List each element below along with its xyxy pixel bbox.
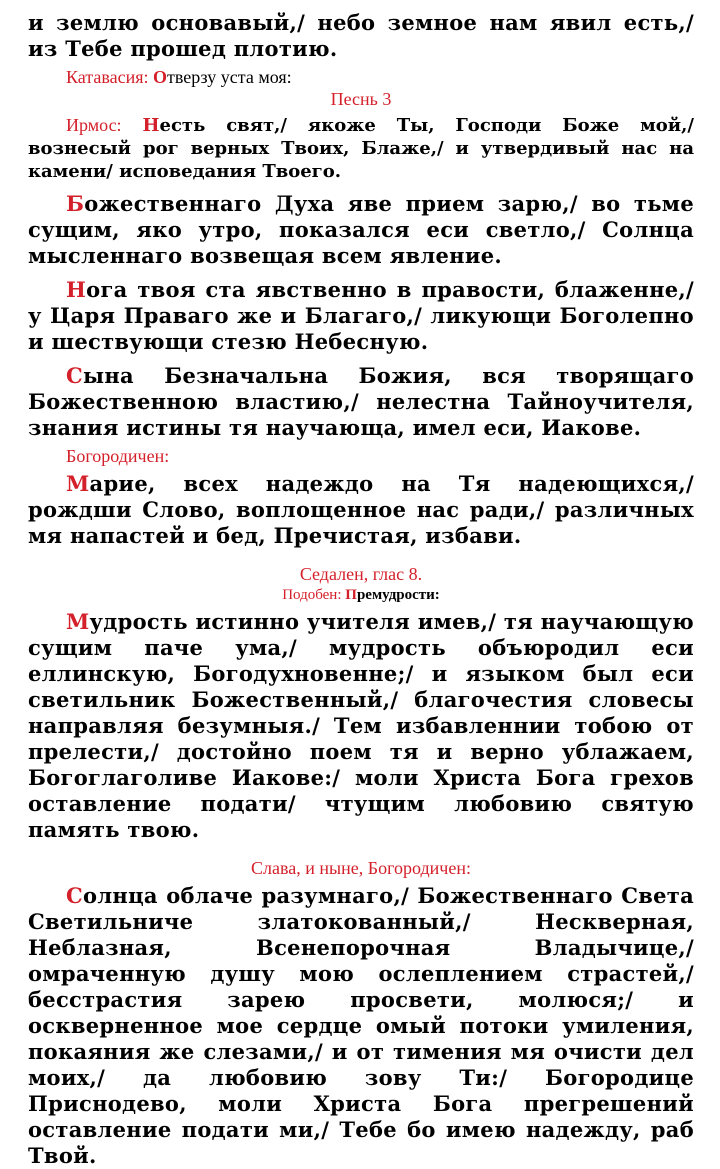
troparion-2-initial: Н — [66, 277, 87, 302]
troparion-2 — [28, 277, 694, 355]
troparion-3 — [28, 363, 694, 441]
irmos-text: есть свят,/ якоже Ты, Господи Боже мой,/ вознесый рог верных Твоих, Блаже,/ и утвердивый нас на камени/ исповедания Твоего. — [28, 115, 694, 182]
theotokion-1 — [28, 471, 694, 549]
theotokion-2 — [28, 883, 694, 1169]
theotokion-2-initial: С — [66, 883, 84, 908]
slava-label: Слава, и ныне, Богородичен: — [251, 858, 471, 878]
troparion-1-text: ожественнаго Духа яве прием зарю,/ во тьме сущим, яко утро, показался еси светло,/ Солнца мысленнаго возвещая всем явление. — [28, 191, 694, 268]
troparion-3-text: ына Безначальна Божия, вся творящаго Божественною властию,/ нелестна Тайноучителя, знания истины тя научающа, имел еси, Иакове. — [28, 363, 694, 440]
slava-heading — [28, 857, 694, 879]
paragraph-continuation — [28, 10, 694, 62]
katavasia-label: Катавасия: — [66, 67, 149, 87]
bogorodichen-label: Богородичен: — [66, 446, 170, 466]
troparion-1 — [28, 191, 694, 269]
theotokion-2-text: олнца облаче разумнаго,/ Божественнаго Света Светильниче златокованный,/ Нескверная, Неблазная, Всенепорочная Владычице,/ омраченную душу мою ослеплением страстей,/ бесстрастия зарею просвети, молюся;/ и оскверненное мое сердце омый потоки умиления, покаяния же слезами,/ и от тимения мя очисти дел моих,/ да любовию зову Ти:/ Богородице Приснодево, моли Христа Бога прегрешений оставление подати ми,/ Тебе бо имею надежду, раб Твой. — [28, 883, 694, 1168]
irmos-initial: Н — [142, 115, 160, 136]
pesn-label: Песнь 3 — [330, 89, 392, 109]
pesn-heading — [28, 88, 694, 110]
katavasia-heading — [28, 66, 694, 88]
troparion-3-initial: С — [66, 363, 84, 388]
sedalen-heading — [28, 563, 694, 585]
paragraph-text: и землю основавый,/ небо земное нам явил есть,/ из Тебе прошед плотию. — [28, 10, 694, 61]
podoben-label: Подобен: — [282, 587, 342, 603]
podoben-text: ремудрости: — [356, 587, 440, 603]
sedalen-initial: М — [66, 609, 90, 634]
theotokion-1-text: арие, всех надеждо на Тя надеющихся,/ рождши Слово, воплощенное нас ради,/ различных мя напастей и бед, Пречистая, избави. — [28, 471, 694, 548]
irmos-label: Ирмос: — [66, 115, 122, 135]
sedalen-text: удрость истинно учителя имев,/ тя научающую сущим паче ума,/ мудрость объюродил еси еллинскую, Богодухновенне;/ и языком был еси светильник Божественный,/ благочестия словесы направляя безумныя./ Тем избавленнии тобою от прелести,/ достойно поем тя и верно ублажаем, Богоглаголиве Иакове:/ моли Христа Бога грехов оставление подати/ чтущим любовию святую память твою. — [28, 609, 694, 842]
troparion-2-text: ога твоя ста явственно в правости, блаженне,/ у Царя Праваго же и Благаго,/ ликующи Боголепно и шествующи стезю Небесную. — [28, 277, 694, 354]
katavasia-text: тверзу уста моя: — [167, 67, 292, 87]
sedalen-label: Седален, глас 8. — [299, 564, 423, 584]
irmos-paragraph — [28, 114, 694, 183]
podoben-initial: П — [345, 587, 357, 603]
podoben-heading — [28, 585, 694, 605]
katavasia-initial: О — [153, 67, 168, 87]
troparion-1-initial: Б — [66, 191, 85, 216]
theotokion-1-initial: М — [66, 471, 90, 496]
bogorodichen-heading — [28, 445, 694, 467]
sedalen-text-paragraph — [28, 609, 694, 843]
